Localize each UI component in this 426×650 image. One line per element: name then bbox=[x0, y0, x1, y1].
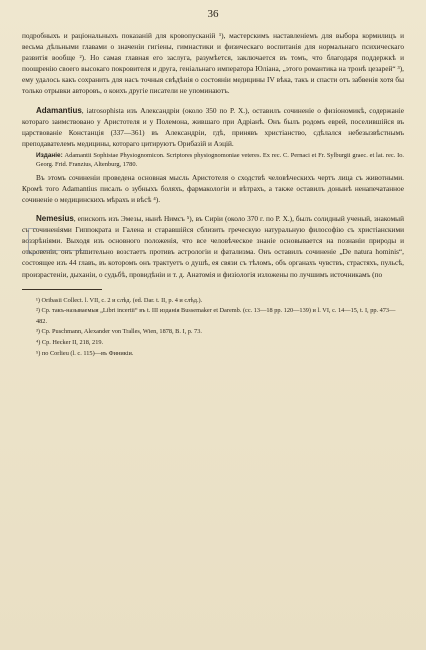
nemesius-body: , епископъ изъ Эмезы, нынѣ Нимсъ ⁵), въ Сиріи (около 370 г. по Р. Х.), былъ солидный ученый, знакомый съ сочиненіями Гиппократа и Галена и старавшійся сблизить греческую натуральную философію съ христіанскими воззрѣніями. Выходя изъ основного положенія, что все человѣческое знаніе основывается на познаніи природы и откровеніи, онъ рѣшительно возстаетъ противъ астрологіи и фатализма. Онъ оставилъ сочиненіе „De natura hominis“, состоящее изъ 44 главъ, въ которомъ онъ трактуетъ о душѣ, ея связи съ тѣломъ, объ органахъ чувствъ, страстяхъ, пульсѣ, произрастеніи, дыханіи, о судьбѣ, провидѣніи и т. д. Анатомія и физіологія изложены по лучшимъ источникамъ (по bbox=[22, 214, 404, 279]
paragraph-adamantius-works: Въ этомъ сочиненіи проведена основная мысль Аристотеля о сходствѣ человѣческихъ чертъ лица съ животными. Кромѣ того Adamantius писалъ о зубныхъ боляхъ, фармакологіи и вѣтрахъ, а также оставилъ донынѣ ненапечатанное сочиненіе о медицинскихъ мѣрахъ и вѣсѣ ⁴). bbox=[22, 172, 404, 204]
page-number: 36 bbox=[207, 8, 219, 20]
footnote-2: ²) Ср. такъ-называемыя „Libri incertii“ въ t. III изданія Bussemaker et Daremb. (cc. 13—18 pp. 120—139) и l. VI, c. 14—15, t. I, pp. 473—482. bbox=[36, 307, 396, 325]
footnote-divider bbox=[22, 289, 102, 290]
edition-note bbox=[36, 151, 404, 170]
entry-heading-adamantius: Adamantius bbox=[36, 105, 82, 115]
footnote-4: ⁴) Ср. Hecker II, 218, 219. bbox=[36, 338, 104, 346]
paragraph-oribasius-continuation: подробныхъ и раціональныхъ показаній для кровопусканій ¹), мастерскимъ наставленіемъ для выбора кормилицъ и весьма дѣльными главами о значеніи гигіены, гимнастики и физическаго воспитанія для нормальнаго психическаго развитія вообще ²). Но самая главная его заслуга, разумѣется, заключается въ томъ, что благодаря поддержкѣ и поощренію своего высокаго покровителя и друга, геніальнаго императора Юліана, „этого романтика на тронѣ цезарей“ ³), ему удалось какъ сохранить для насъ точныя свѣдѣнія о состояніи медицины IV вѣка, такъ и спасти отъ забвенія хотя бы только отрывки авторовъ, о коихъ другіе писатели не упоминаютъ. bbox=[22, 31, 404, 96]
footnotes bbox=[22, 296, 404, 360]
edition-text: Adamantii Sophistae Physiognomicon. Scriptores physiognomoniae veteres. Ex rec. C. Pernaci et Fr. Sylburgii graec. et lat. rec. Io. Georg. Frid. Franzius, Altenburg, 1780. bbox=[36, 151, 404, 169]
footnote-1: ¹) Oribasii Collect. l. VII, c. 2 и слѣд. (ed. Dar. t. II, p. 4 и слѣд.). bbox=[36, 296, 203, 304]
paragraph-nemesius bbox=[22, 213, 404, 280]
paragraph-adamantius bbox=[22, 105, 404, 149]
edition-label: Изданіе: bbox=[36, 151, 63, 159]
adamantius-body: , iatrosophista изъ Александріи (около 350 по Р. Х.), оставилъ сочиненіе о физіономикѣ, содержаніе котораго заимствовано у Аристотеля и у Полемона, жившаго при Адріанѣ. Онъ былъ родомъ еврей, поселившійся въ царствованіе Констанція (337—361) въ Александріи, гдѣ, принявъ христіанство, сдѣлался небезызвѣстнымъ преподавателемъ медицины, котораго цитируютъ Орибазій и Аэцій. bbox=[22, 105, 404, 148]
footnote-5: ⁵) по Corlieu (l. c. 115)—въ Финикіи. bbox=[36, 349, 134, 357]
entry-heading-nemesius: Nemesius bbox=[36, 214, 74, 224]
footnote-3: ³) Ср. Puschmann, Alexander von Tralles, Wien, 1878, B. I, p. 73. bbox=[36, 328, 202, 336]
